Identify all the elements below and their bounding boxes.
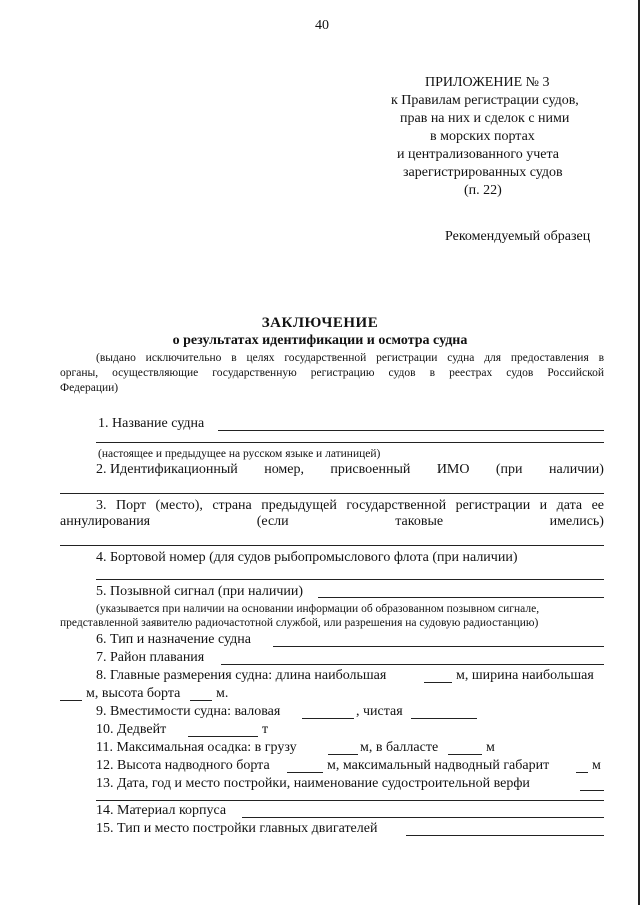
field-1-line-2[interactable] bbox=[96, 442, 604, 443]
recommended-sample-label: Рекомендуемый образец bbox=[445, 229, 591, 244]
field-3-line[interactable] bbox=[60, 545, 604, 546]
field-15-label: 15. Тип и место постройки главных двигателей bbox=[96, 821, 378, 836]
field-9-text: , чистая bbox=[356, 704, 403, 719]
field-3-label: 3. Порт (место), страна предыдущей государственной регистрации и дата ее bbox=[96, 498, 604, 513]
appendix-line: и централизованного учета bbox=[397, 147, 560, 162]
field-11-unit: м bbox=[486, 740, 495, 755]
field-2-label bbox=[96, 462, 604, 478]
field-2-line[interactable] bbox=[60, 493, 604, 494]
document-subtitle: о результатах идентификации и осмотра судна bbox=[172, 333, 468, 348]
field-3-word: имелись) bbox=[549, 514, 604, 529]
field-3-label-cont bbox=[60, 514, 604, 530]
field-15-line[interactable] bbox=[406, 835, 604, 836]
field-9-net-line[interactable] bbox=[411, 718, 477, 719]
field-11-ballast-line[interactable] bbox=[448, 754, 482, 755]
page-number: 40 bbox=[315, 18, 329, 33]
field-4-line[interactable] bbox=[96, 579, 604, 580]
field-11-loaded-line[interactable] bbox=[328, 754, 358, 755]
document-title: ЗАКЛЮЧЕНИЕ bbox=[261, 315, 379, 331]
field-10-line[interactable] bbox=[188, 736, 258, 737]
field-5-label: 5. Позывной сигнал (при наличии) bbox=[96, 584, 304, 599]
field-8-text: м, высота борта bbox=[86, 686, 181, 701]
field-8-width-line[interactable] bbox=[60, 700, 82, 701]
field-3-word: аннулирования bbox=[60, 514, 151, 529]
appendix-title: ПРИЛОЖЕНИЕ № 3 bbox=[425, 75, 550, 90]
field-1-note: (настоящее и предыдущее на русском языке и латиницей) bbox=[98, 448, 381, 460]
field-13-line-2[interactable] bbox=[96, 800, 604, 801]
field-4-label: 4. Бортовой номер (для судов рыбопромыслового флота (при наличии) bbox=[96, 550, 518, 565]
field-1-label: 1. Название судна bbox=[98, 416, 205, 431]
field-8-length-line[interactable] bbox=[424, 682, 452, 683]
field-12-freeboard-line[interactable] bbox=[287, 772, 323, 773]
field-8-height-line[interactable] bbox=[190, 700, 212, 701]
field-12-clearance-line[interactable] bbox=[576, 772, 588, 773]
field-2-word: 2. Идентификационный bbox=[96, 462, 238, 477]
field-13-line[interactable] bbox=[580, 790, 604, 791]
appendix-line: в морских портах bbox=[430, 129, 535, 144]
field-5-note: представленной заявителю радиочастотной службой, или разрешения на судовую радиостанцию) bbox=[60, 617, 539, 629]
field-10-unit: т bbox=[262, 722, 269, 737]
appendix-line: (п. 22) bbox=[464, 183, 502, 198]
field-12-label: 12. Высота надводного борта bbox=[96, 758, 270, 773]
field-2-word: присвоенный bbox=[330, 462, 411, 477]
field-13-label: 13. Дата, год и место постройки, наименование судостроительной верфи bbox=[96, 776, 530, 791]
field-2-word: (при bbox=[495, 462, 523, 477]
field-2-word: номер, bbox=[264, 462, 305, 477]
appendix-line: зарегистрированных судов bbox=[403, 165, 563, 180]
field-9-label: 9. Вместимости судна: валовая bbox=[96, 704, 281, 719]
field-11-label: 11. Максимальная осадка: в грузу bbox=[96, 740, 297, 755]
field-5-note: (указывается при наличии на основании информации об образованном позывном сигнале, bbox=[96, 603, 540, 615]
field-11-text: м, в балласте bbox=[360, 740, 439, 755]
field-8-text: м, ширина наибольшая bbox=[456, 668, 594, 683]
field-6-line[interactable] bbox=[273, 646, 604, 647]
field-9-gross-line[interactable] bbox=[302, 718, 354, 719]
field-3-word: таковые bbox=[395, 514, 444, 529]
field-1-line[interactable] bbox=[218, 430, 604, 431]
field-10-label: 10. Дедвейт bbox=[96, 722, 167, 737]
field-8-label: 8. Главные размерения судна: длина наибольшая bbox=[96, 668, 387, 683]
field-14-line[interactable] bbox=[242, 817, 604, 818]
appendix-line: прав на них и сделок с ними bbox=[400, 111, 570, 126]
field-2-word: ИМО bbox=[436, 462, 470, 477]
document-note-line: Федерации) bbox=[60, 382, 119, 394]
field-2-word: наличии) bbox=[548, 462, 604, 477]
field-7-line[interactable] bbox=[221, 664, 604, 665]
field-14-label: 14. Материал корпуса bbox=[96, 803, 227, 818]
field-12-text: м, максимальный надводный габарит bbox=[327, 758, 550, 773]
field-7-label: 7. Район плавания bbox=[96, 650, 205, 665]
field-12-unit: м bbox=[592, 758, 601, 773]
field-6-label: 6. Тип и назначение судна bbox=[96, 632, 251, 647]
field-8-text: м. bbox=[216, 686, 229, 701]
field-5-line[interactable] bbox=[318, 597, 604, 598]
field-3-word: (если bbox=[256, 514, 289, 529]
appendix-line: к Правилам регистрации судов, bbox=[391, 93, 579, 108]
document-note-line: органы, осуществляющие государственную регистрацию судов в реестрах судов Российской bbox=[60, 367, 604, 379]
document-note-line: (выдано исключительно в целях государственной регистрации судна для предоставления в bbox=[96, 352, 604, 364]
